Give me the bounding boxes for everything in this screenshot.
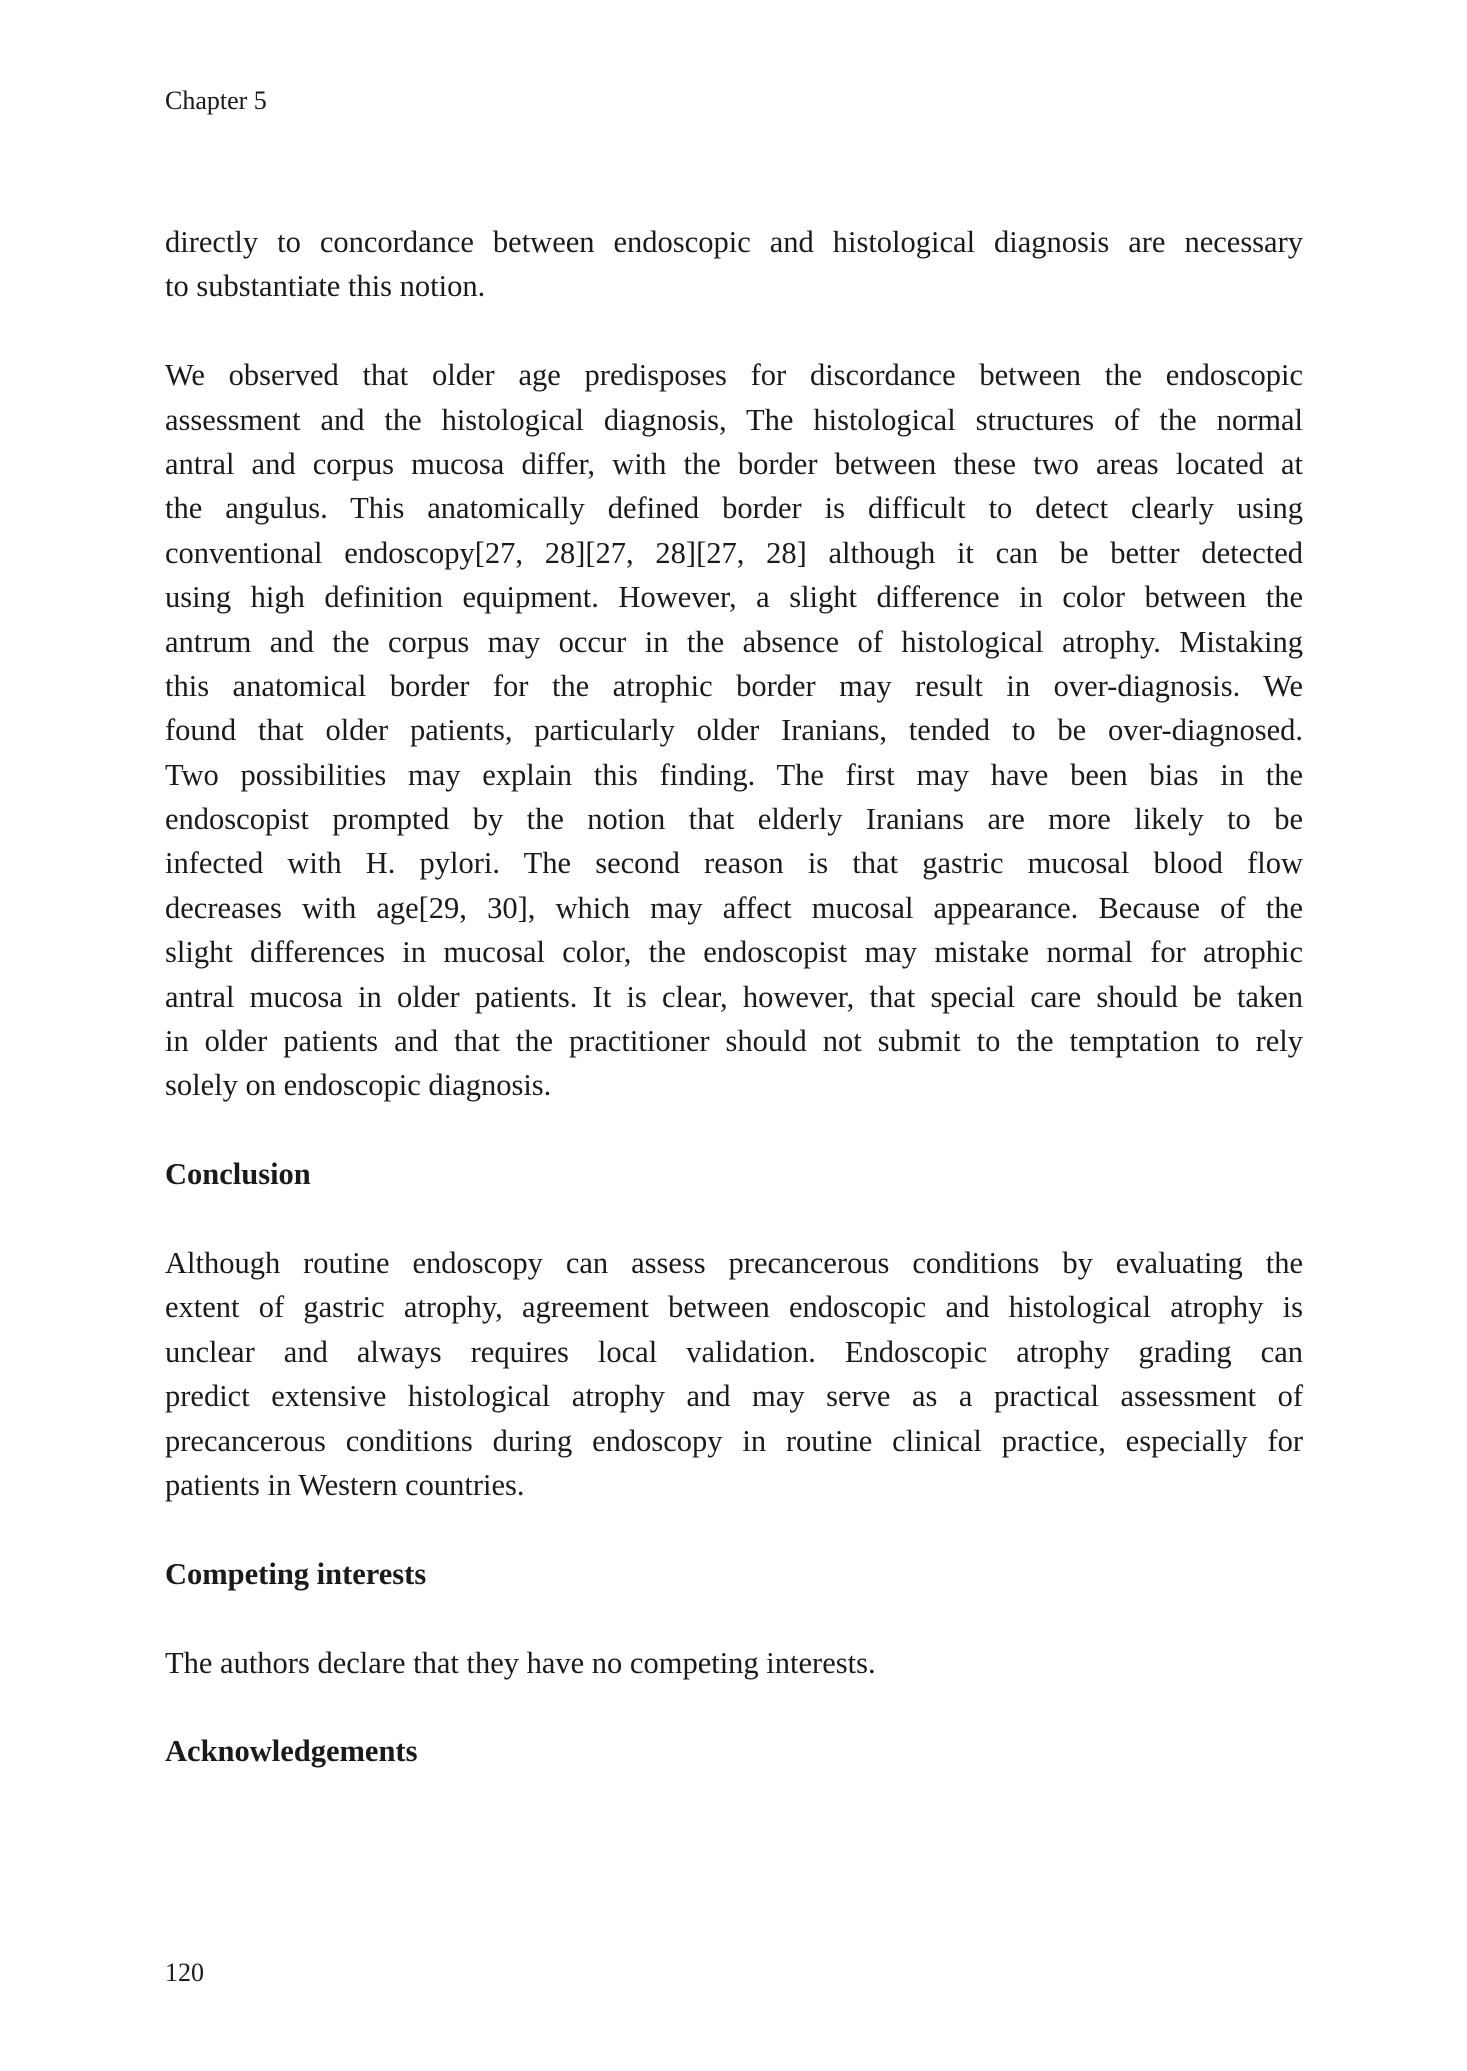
text-line: Two possibilities may explain this finding. The first may have been bias in the — [165, 757, 1303, 792]
text-line: antrum and the corpus may occur in the absence of histological atrophy. Mistaking — [165, 624, 1303, 659]
text-line: conventional endoscopy[27, 28][27, 28][27, 28] although it can be better detected — [165, 535, 1303, 570]
section-conclusion — [165, 1152, 1303, 1507]
section-acknowledgements — [165, 1729, 1303, 1773]
section-heading-conclusion: Conclusion — [165, 1157, 311, 1192]
text-line: extent of gastric atrophy, agreement between endoscopic and histological atrophy is — [165, 1290, 1303, 1325]
paragraph-spacer — [165, 1596, 1303, 1640]
text-line: to substantiate this notion. — [165, 269, 486, 304]
text-line: found that older patients, particularly older Iranians, tended to be over-diagnosed. — [165, 713, 1303, 748]
paragraph-discussion — [165, 353, 1303, 1108]
text-line: predict extensive histological atrophy and may serve as a practical assessment of — [165, 1379, 1303, 1414]
text-line: We observed that older age predisposes for discordance between the endoscopic — [165, 358, 1303, 393]
page-number: 120 — [165, 1958, 204, 1987]
text-line: infected with H. pylori. The second reason is that gastric mucosal blood flow — [165, 846, 1303, 881]
text-line: directly to concordance between endoscopic and histological diagnosis are necessary — [165, 225, 1303, 259]
paragraph-spacer — [165, 309, 1303, 353]
paragraph-spacer — [165, 1108, 1303, 1152]
section-competing-interests — [165, 1552, 1303, 1685]
paragraph-spacer — [165, 1197, 1303, 1241]
text-line: precancerous conditions during endoscopy in routine clinical practice, especially for — [165, 1423, 1303, 1458]
text-line: decreases with age[29, 30], which may affect mucosal appearance. Because of the — [165, 890, 1303, 925]
paragraph-spacer — [165, 1507, 1303, 1551]
text-line: assessment and the histological diagnosis, The histological structures of the normal — [165, 402, 1303, 437]
text-line: using high definition equipment. However, a slight difference in color between the — [165, 580, 1303, 615]
paragraph-spacer — [165, 1685, 1303, 1729]
section-heading-acknowledgements: Acknowledgements — [165, 1734, 418, 1769]
paragraph-continued — [165, 220, 1303, 309]
text-line: solely on endoscopic diagnosis. — [165, 1068, 552, 1103]
text-line: patients in Western countries. — [165, 1467, 525, 1502]
section-heading-competing-interests: Competing interests — [165, 1556, 427, 1591]
text-line: endoscopist prompted by the notion that elderly Iranians are more likely to be — [165, 802, 1303, 837]
text-line: this anatomical border for the atrophic border may result in over-diagnosis. We — [165, 668, 1303, 703]
text-line: antral mucosa in older patients. It is clear, however, that special care should be taken — [165, 979, 1303, 1014]
text-line: unclear and always requires local validation. Endoscopic atrophy grading can — [165, 1334, 1303, 1369]
page-body — [165, 220, 1303, 1774]
running-head-chapter: Chapter 5 — [165, 86, 267, 115]
text-line: the angulus. This anatomically defined border is difficult to detect clearly using — [165, 491, 1303, 526]
text-line: antral and corpus mucosa differ, with the border between these two areas located at — [165, 446, 1303, 481]
text-line: Although routine endoscopy can assess precancerous conditions by evaluating the — [165, 1245, 1303, 1280]
text-line: slight differences in mucosal color, the endoscopist may mistake normal for atrophic — [165, 935, 1303, 970]
text-line: in older patients and that the practitioner should not submit to the temptation to rely — [165, 1024, 1303, 1059]
text-line: The authors declare that they have no competing interests. — [165, 1645, 876, 1680]
